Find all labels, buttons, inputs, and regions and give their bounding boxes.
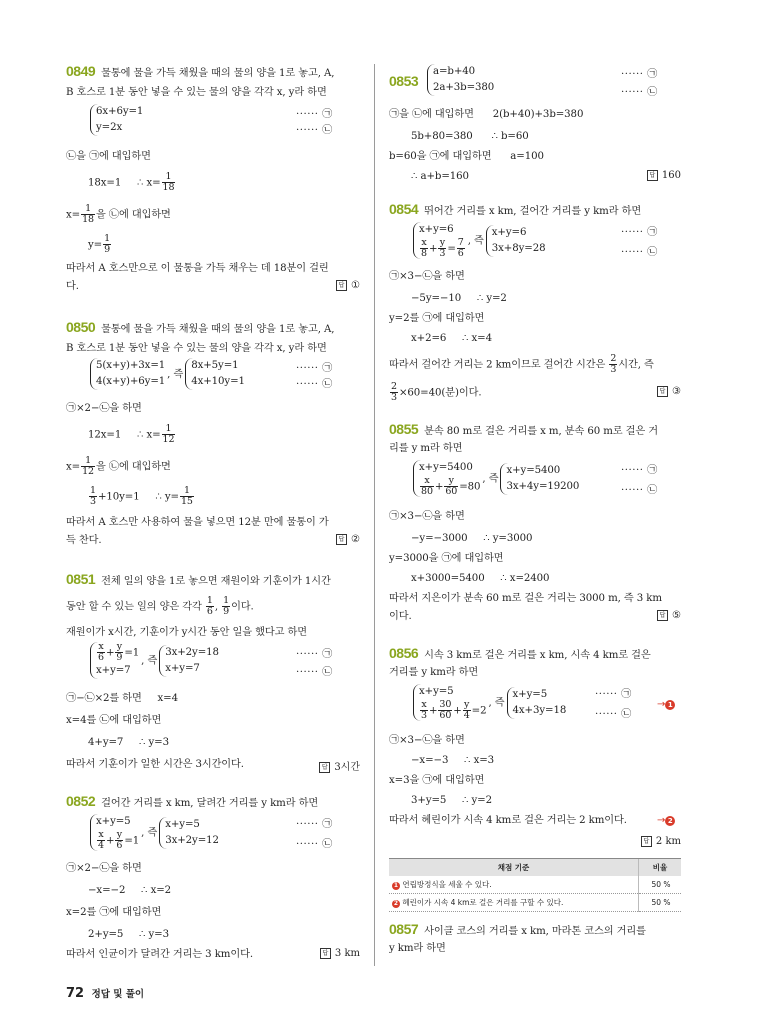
answer-mark: 답 ⑤ bbox=[657, 610, 681, 621]
problem-line: 0852 걸어간 거리를 x km, 달려간 거리를 y km라 하면 bbox=[66, 793, 319, 809]
problem-line: B 호스로 1분 동안 넣을 수 있는 물의 양을 각각 x, y라 하면 bbox=[66, 343, 327, 354]
problem-line: 0857 사이클 코스의 거리를 x km, 마라톤 코스의 거리를 bbox=[389, 921, 646, 937]
answer-mark: 답 ③ bbox=[657, 386, 681, 397]
column-divider bbox=[374, 64, 375, 966]
problem-number: 0850 bbox=[66, 319, 96, 335]
problem-number: 0853 bbox=[389, 73, 419, 89]
equation-line: −x=−3 ∴ x=3 bbox=[411, 755, 495, 766]
fraction: $\frac{2}{3}$ bbox=[391, 381, 397, 403]
answer-icon: 답 bbox=[657, 386, 668, 397]
answer-mark: 답 ① bbox=[336, 280, 360, 291]
step-text: ㉠×2−㉡을 하면 bbox=[66, 403, 142, 414]
equation-system: $\frac{x}{6}$ + $\frac{y}{9}$ =1 x+y=7 , 즉 3x+2y=18 x+y=7 bbox=[88, 642, 221, 679]
equation-line: $\frac{1}{3}$ +10y=1 ∴ y= $\frac{1}{15}$ bbox=[90, 485, 193, 507]
answer-mark: 답 160 bbox=[647, 170, 681, 181]
problem-line: 0854 뛰어간 거리를 x km, 걸어간 거리를 y km라 하면 bbox=[389, 201, 642, 217]
equation-line: x= $\frac{1}{12}$ 을 ㉡에 대입하면 bbox=[66, 455, 171, 477]
step-text: ㉠×3−㉡을 하면 bbox=[389, 735, 465, 746]
step-text: ㉡을 ㉠에 대입하면 bbox=[66, 151, 151, 162]
equation-line: 3+y=5 ∴ y=2 bbox=[411, 795, 492, 806]
answer-icon: 답 bbox=[319, 762, 330, 773]
conclusion-text: 다. bbox=[66, 281, 79, 292]
fraction: $\frac{1}{15}$ bbox=[180, 485, 193, 507]
equation-line: y= $\frac{1}{9}$ bbox=[88, 233, 111, 255]
problem-number: 0852 bbox=[66, 793, 96, 809]
answer-icon: 답 bbox=[647, 170, 658, 181]
problem-line: 리를 y m라 하면 bbox=[389, 443, 463, 454]
conclusion-text: 따라서 혜린이가 시속 4 km로 걸은 거리는 2 km이다. bbox=[389, 815, 627, 826]
fraction: $\frac{1}{3}$ bbox=[90, 485, 96, 507]
equation-line: −y=−3000 ∴ y=3000 bbox=[411, 533, 533, 544]
conclusion-text: 따라서 인균이가 달려간 거리는 3 km이다. bbox=[66, 949, 253, 960]
step-text: ㉠×2−㉡을 하면 bbox=[66, 863, 142, 874]
step-text: x=2를 ㉠에 대입하면 bbox=[66, 907, 162, 918]
equation-line: 4+y=7 ∴ y=3 bbox=[88, 737, 169, 748]
equation-line: ∴ a+b=160 bbox=[411, 171, 469, 182]
conclusion-text: 득 찬다. bbox=[66, 535, 102, 546]
label-b: ······ ㉡ bbox=[595, 709, 632, 720]
label-a: ······ ㉠ bbox=[296, 363, 333, 374]
label-a: ······ ㉠ bbox=[296, 649, 333, 660]
equation-line: x= $\frac{1}{18}$ 을 ㉡에 대입하면 bbox=[66, 203, 171, 225]
problem-line: 0849 물통에 물을 가득 채웠을 때의 물의 양을 1로 놓고, A, bbox=[66, 63, 335, 79]
fraction: $\frac{1}{12}$ bbox=[82, 455, 94, 477]
problem-line: 0850 물통에 물을 가득 채웠을 때의 물의 양을 1로 놓고, A, bbox=[66, 319, 335, 335]
problem-number: 0855 bbox=[389, 421, 419, 437]
table-row: 1 연립방정식을 세울 수 있다. 50 % bbox=[389, 876, 681, 894]
step-text: b=60을 ㉠에 대입하면 a=100 bbox=[389, 151, 544, 162]
fraction: $\frac{1}{12}$ bbox=[162, 423, 175, 445]
label-a: ······ ㉠ bbox=[595, 689, 632, 700]
answer-icon: 답 bbox=[336, 534, 347, 545]
problem-line: 동안 할 수 있는 일의 양은 각각 $\frac{1}{6}$ , $\frac{1}{9}$ 이다. bbox=[66, 595, 254, 617]
problem-number: 0849 bbox=[66, 63, 96, 79]
conclusion-text: $\frac{2}{3}$ ×60=40(분)이다. bbox=[391, 381, 482, 403]
label-b: ······ ㉡ bbox=[296, 379, 333, 390]
fraction: $\frac{1}{18}$ bbox=[162, 171, 175, 193]
answer-icon: 답 bbox=[320, 948, 331, 959]
equation-line: 2+y=5 ∴ y=3 bbox=[88, 929, 169, 940]
equation-line: −5y=−10 ∴ y=2 bbox=[411, 293, 507, 304]
fraction: $\frac{1}{9}$ bbox=[104, 233, 111, 255]
equation-system: x+y=5 $\frac{x}{3}$ + $\frac{30}{60}$ + $\frac{y}{4}$ =2 , 즉 x+y=5 4x+3y=18 bbox=[411, 684, 568, 721]
conclusion-text: 따라서 걸어간 거리는 2 km이므로 걸어간 시간은 $\frac{2}{3}$ 시간, 즉 bbox=[389, 353, 654, 375]
answer-mark: 답 ② bbox=[336, 534, 360, 545]
equation-line: 5b+80=380 ∴ b=60 bbox=[411, 131, 529, 142]
label-b: ······ ㉡ bbox=[621, 485, 658, 496]
fraction: $\frac{1}{18}$ bbox=[82, 203, 94, 225]
answer-mark: 답 3시간 bbox=[319, 758, 360, 773]
equation-line: x+3000=5400 ∴ x=2400 bbox=[411, 573, 550, 584]
step-text: ㉠×3−㉡을 하면 bbox=[389, 271, 465, 282]
answer-icon: 답 bbox=[657, 610, 668, 621]
fraction: $\frac{1}{6}$ bbox=[206, 595, 213, 617]
problem-line: 재원이가 x시간, 기훈이가 y시간 동안 일을 했다고 하면 bbox=[66, 627, 307, 638]
label-a: ······ ㉠ bbox=[621, 465, 658, 476]
criteria-header: 채점 기준 bbox=[389, 859, 639, 877]
page-footer bbox=[66, 986, 144, 1001]
equation-line: 12x=1 ∴ x= $\frac{1}{12}$ bbox=[88, 423, 175, 445]
label-b: ······ ㉡ bbox=[621, 247, 658, 258]
label-a: ······ ㉠ bbox=[296, 109, 333, 120]
grading-table bbox=[389, 858, 681, 912]
equation-system: a=b+40 2a+3b=380 bbox=[425, 64, 496, 96]
step-text: y=2를 ㉠에 대입하면 bbox=[389, 313, 485, 324]
label-b: ······ ㉡ bbox=[621, 87, 658, 98]
step-marker-1: → 1 bbox=[657, 698, 675, 712]
conclusion-text: 이다. bbox=[389, 611, 412, 622]
problem-line: y km라 하면 bbox=[389, 943, 446, 954]
answer-mark: 답 2 km bbox=[641, 836, 681, 847]
step-text: x=4를 ㉡에 대입하면 bbox=[66, 715, 162, 726]
label-a: ······ ㉠ bbox=[621, 69, 658, 80]
equation-system: 5(x+y)+3x=1 4(x+y)+6y=1 , 즉 8x+5y=1 4x+10y=1 bbox=[88, 358, 247, 390]
step-text: ㉠−㉡×2를 하면 x=4 bbox=[66, 693, 178, 704]
problem-line: B 호스로 1분 동안 넣을 수 있는 물의 양을 각각 x, y라 하면 bbox=[66, 87, 327, 98]
step-text: y=3000을 ㉠에 대입하면 bbox=[389, 553, 504, 564]
answer-icon: 답 bbox=[641, 836, 652, 847]
answer-mark: 답 3 km bbox=[320, 948, 360, 959]
problem-line: 0855 분속 80 m로 걸은 거리를 x m, 분속 60 m로 걸은 거 bbox=[389, 421, 659, 437]
section-title: 정답 및 풀이 bbox=[91, 989, 145, 1000]
equation-system: x+y=5 $\frac{x}{4}$ + $\frac{y}{6}$ =1 , 즉 x+y=5 3x+2y=12 bbox=[88, 814, 221, 851]
conclusion-text: 따라서 지은이가 분속 60 m로 걸은 거리는 3000 m, 즉 3 km bbox=[389, 593, 662, 604]
fraction: $\frac{1}{9}$ bbox=[223, 595, 230, 617]
problem-number: 0856 bbox=[389, 645, 419, 661]
equation-line: 18x=1 ∴ x= $\frac{1}{18}$ bbox=[88, 171, 175, 193]
problem-number: 0857 bbox=[389, 921, 419, 937]
page-number: 72 bbox=[66, 986, 85, 1001]
problem-number: 0851 bbox=[66, 571, 96, 587]
problem-line: 0851 전체 일의 양을 1로 놓으면 재원이와 기훈이가 1시간 bbox=[66, 571, 331, 587]
problem-number: 0854 bbox=[389, 201, 419, 217]
step-text: ㉠을 ㉡에 대입하면 2(b+40)+3b=380 bbox=[389, 109, 584, 120]
label-b: ······ ㉡ bbox=[296, 839, 333, 850]
equation-line: −x=−2 ∴ x=2 bbox=[88, 885, 172, 896]
label-a: ······ ㉠ bbox=[296, 819, 333, 830]
label-b: ······ ㉡ bbox=[296, 125, 333, 136]
table-row: 2 혜린이가 시속 4 km로 걸은 거리를 구할 수 있다. 50 % bbox=[389, 894, 681, 912]
problem-line: 거리를 y km라 하면 bbox=[389, 667, 479, 678]
step-text: x=3을 ㉠에 대입하면 bbox=[389, 775, 485, 786]
label-b: ······ ㉡ bbox=[296, 667, 333, 678]
conclusion-text: 따라서 A 호스만으로 이 물통을 가득 채우는 데 18분이 걸린 bbox=[66, 263, 329, 274]
equation-system: 6x+6y=1 y=2x bbox=[88, 104, 145, 136]
conclusion-text: 따라서 기훈이가 일한 시간은 3시간이다. bbox=[66, 759, 244, 770]
label-a: ······ ㉠ bbox=[621, 227, 658, 238]
answer-icon: 답 bbox=[336, 280, 347, 291]
step-marker-2: → 2 bbox=[657, 814, 675, 828]
equation-system: x+y=6 $\frac{x}{8}$ + $\frac{y}{3}$ = $\frac{7}{6}$ , 즉 x+y=6 3x+8y=28 bbox=[411, 222, 547, 259]
conclusion-text: 따라서 A 호스만 사용하여 물을 넣으면 12분 만에 물통이 가 bbox=[66, 517, 329, 528]
ratio-header: 비율 bbox=[639, 859, 682, 877]
step-text: ㉠×3−㉡을 하면 bbox=[389, 511, 465, 522]
table-header-row bbox=[389, 859, 681, 877]
equation-line: x+2=6 ∴ x=4 bbox=[411, 333, 492, 344]
problem-line: 0856 시속 3 km로 걸은 거리를 x km, 시속 4 km로 걸은 bbox=[389, 645, 651, 661]
equation-system: x+y=5400 $\frac{x}{80}$ + $\frac{y}{60}$ =80 , 즉 x+y=5400 3x+4y=19200 bbox=[411, 460, 581, 497]
fraction: $\frac{2}{3}$ bbox=[610, 353, 617, 375]
